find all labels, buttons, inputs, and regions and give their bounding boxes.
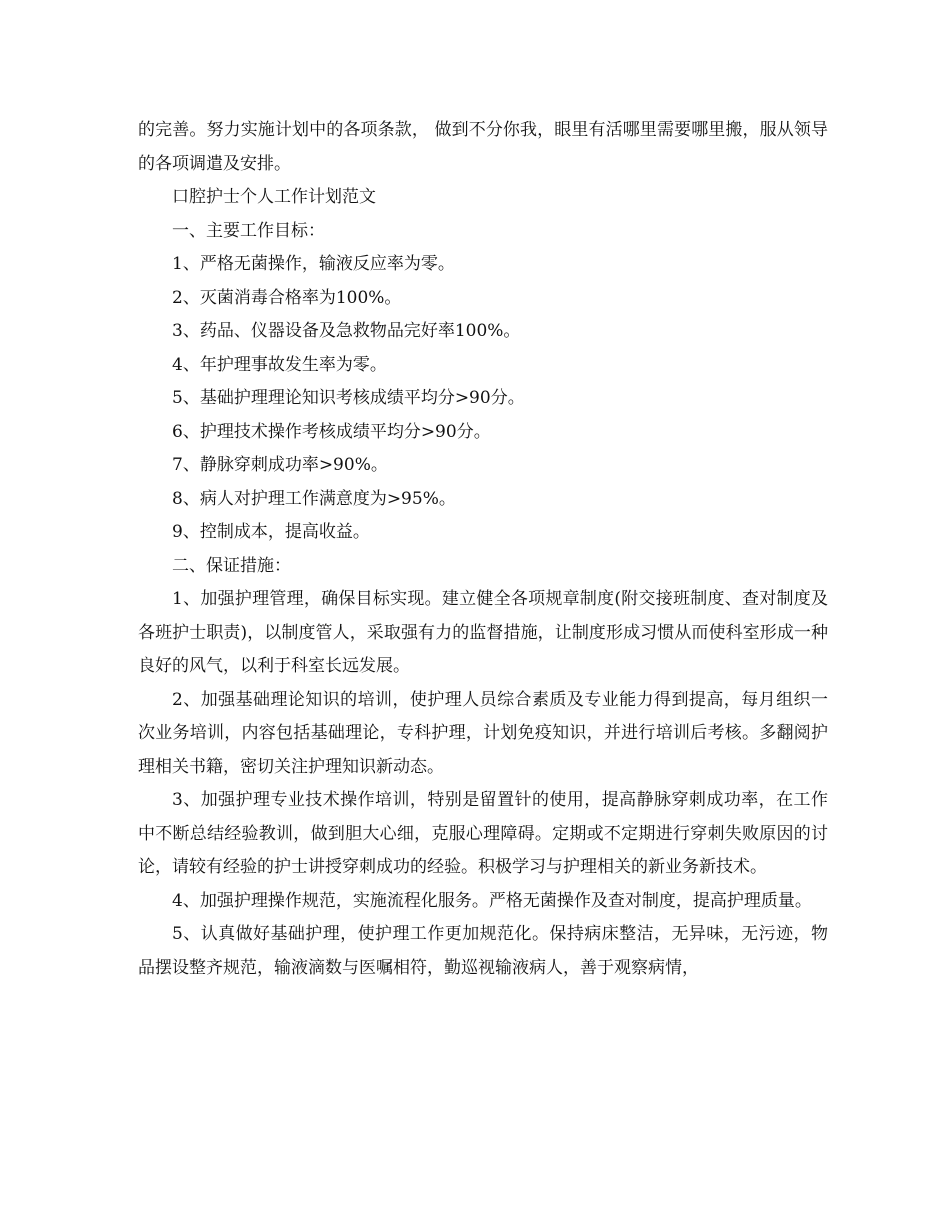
heading-measures: 二、保证措施： bbox=[172, 555, 291, 576]
goal-item: 4、年护理事故发生率为零。 bbox=[172, 354, 387, 375]
goal-item: 3、药品、仪器设备及急救物品完好率100%。 bbox=[172, 321, 521, 341]
goal-item: 2、灭菌消毒合格率为100%。 bbox=[172, 287, 402, 308]
goal-item: 9、控制成本，提高收益。 bbox=[172, 522, 370, 542]
goal-item: 8、病人对护理工作满意度为>95%。 bbox=[172, 488, 456, 509]
goal-item: 1、严格无菌操作，输液反应率为零。 bbox=[172, 254, 455, 274]
paragraph-continuation: 的完善。努力实施计划中的各项条款， 做到不分你我，眼里有活哪里需要哪里搬，服从领导的各项调遣及安排。 bbox=[138, 120, 828, 174]
measure-paragraph: 5、认真做好基础护理，使护理工作更加规范化。保持病床整洁，无异味，无污迹，物品摆设整齐规范，输液滴数与医嘱相符，勤巡视输液病人，善于观察病情， bbox=[138, 924, 828, 978]
document-body bbox=[138, 114, 828, 985]
goal-item: 6、护理技术操作考核成绩平均分>90分。 bbox=[172, 421, 491, 442]
measure-paragraph: 1、加强护理管理，确保目标实现。建立健全各项规章制度(附交接班制度、查对制度及各班护士职责)，以制度管人，采取强有力的监督措施，让制度形成习惯从而使科室形成一种良好的风气，以利于科室长远发展。 bbox=[138, 589, 828, 676]
measure-paragraph: 3、加强护理专业技术操作培训，特别是留置针的使用，提高静脉穿刺成功率，在工作中不断总结经验教训，做到胆大心细，克服心理障碍。定期或不定期进行穿刺失败原因的讨论，请较有经验的护士讲授穿刺成功的经验。积极学习与护理相关的新业务新技术。 bbox=[138, 790, 828, 877]
heading-goals: 一、主要工作目标： bbox=[172, 220, 325, 241]
measure-paragraph: 4、加强护理操作规范，实施流程化服务。严格无菌操作及查对制度，提高护理质量。 bbox=[172, 890, 812, 911]
goal-item: 5、基础护理理论知识考核成绩平均分>90分。 bbox=[172, 388, 525, 408]
goal-item: 7、静脉穿刺成功率>90%。 bbox=[172, 455, 388, 475]
measure-paragraph: 2、加强基础理论知识的培训，使护理人员综合素质及专业能力得到提高，每月组织一次业务培训，内容包括基础理论，专科护理，计划免疫知识，并进行培训后考核。多翻阅护理相关书籍，密切关注护理知识新动态。 bbox=[138, 689, 828, 777]
section-title: 口腔护士个人工作计划范文 bbox=[172, 187, 376, 207]
